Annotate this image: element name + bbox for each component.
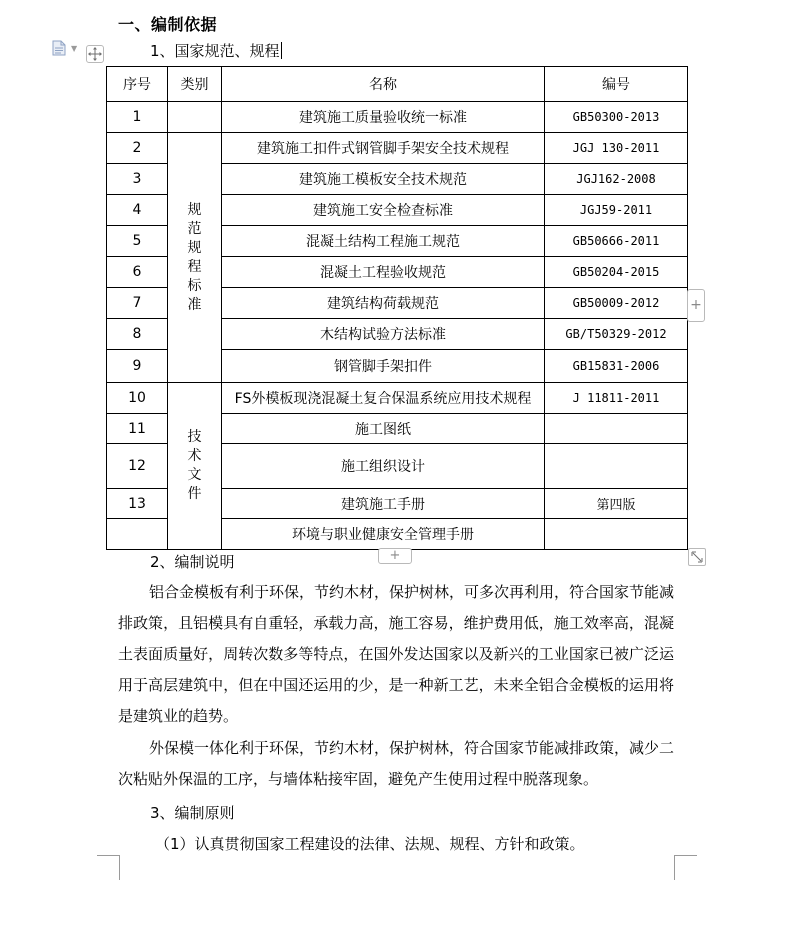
row-name: 钢管脚手架扣件 (222, 350, 545, 383)
header-code: 编号 (545, 67, 688, 102)
row-code: J 11811-2011 (545, 383, 688, 414)
row-name: 建筑施工扣件式钢管脚手架安全技术规程 (222, 133, 545, 164)
row-name: 环境与职业健康安全管理手册 (222, 519, 545, 550)
chevron-down-icon[interactable]: ▼ (71, 44, 78, 53)
row-no: 11 (107, 414, 168, 444)
row-code: GB15831-2006 (545, 350, 688, 383)
row-no: 5 (107, 226, 168, 257)
table-header-row (107, 67, 688, 102)
header-category: 类别 (168, 67, 222, 102)
row-no: 2 (107, 133, 168, 164)
row-code: GB50009-2012 (545, 288, 688, 319)
row-no: 6 (107, 257, 168, 288)
principle-item: （1）认真贯彻国家工程建设的法律、法规、规程、方针和政策。 (155, 835, 585, 853)
add-row-button[interactable]: + (378, 548, 412, 564)
row-code (545, 414, 688, 444)
standards-table[interactable] (106, 66, 688, 550)
row-code (545, 444, 688, 489)
category-docs: 技术文件 (168, 383, 222, 550)
move-handle-icon[interactable] (86, 45, 104, 63)
row-code: 第四版 (545, 489, 688, 519)
row-code: GB50666-2011 (545, 226, 688, 257)
header-no: 序号 (107, 67, 168, 102)
resize-icon[interactable] (688, 548, 706, 566)
row-category (168, 102, 222, 133)
row-no: 4 (107, 195, 168, 226)
row-code: GB50204-2015 (545, 257, 688, 288)
add-column-button[interactable]: + (687, 289, 705, 322)
row-name: 施工图纸 (222, 414, 545, 444)
row-name: 混凝土工程验收规范 (222, 257, 545, 288)
row-name: 木结构试验方法标准 (222, 319, 545, 350)
page-corner-right (674, 855, 697, 880)
row-code: GB/T50329-2012 (545, 319, 688, 350)
row-no: 1 (107, 102, 168, 133)
row-name: 建筑结构荷载规范 (222, 288, 545, 319)
table-row (107, 102, 688, 133)
section-heading: 一、编制依据 (118, 15, 218, 34)
row-name: 混凝土结构工程施工规范 (222, 226, 545, 257)
text-cursor (281, 42, 282, 59)
category-standards: 规范规程标准 (168, 133, 222, 383)
row-no: 9 (107, 350, 168, 383)
row-no: 8 (107, 319, 168, 350)
document-icon[interactable] (52, 40, 66, 56)
section2-heading: 2、编制说明 (150, 553, 235, 571)
page-corner-left (97, 855, 120, 880)
section3-heading: 3、编制原则 (150, 804, 235, 822)
row-name: 建筑施工模板安全技术规范 (222, 164, 545, 195)
table-row (107, 383, 688, 414)
header-name: 名称 (222, 67, 545, 102)
row-code: GB50300-2013 (545, 102, 688, 133)
row-no (107, 519, 168, 550)
row-name: 建筑施工手册 (222, 489, 545, 519)
row-no: 13 (107, 489, 168, 519)
row-code: JGJ 130-2011 (545, 133, 688, 164)
row-no: 7 (107, 288, 168, 319)
row-no: 12 (107, 444, 168, 489)
table-row (107, 133, 688, 164)
row-name: 施工组织设计 (222, 444, 545, 489)
row-code (545, 519, 688, 550)
row-no: 3 (107, 164, 168, 195)
row-name: FS外模板现浇混凝土复合保温系统应用技术规程 (222, 383, 545, 414)
row-name: 建筑施工安全检查标准 (222, 195, 545, 226)
row-no: 10 (107, 383, 168, 414)
row-name: 建筑施工质量验收统一标准 (222, 102, 545, 133)
row-code: JGJ59-2011 (545, 195, 688, 226)
subsection-heading[interactable]: 1、国家规范、规程 (150, 42, 280, 60)
row-code: JGJ162-2008 (545, 164, 688, 195)
paragraph-insulation-formwork: 外保模一体化利于环保，节约木材，保护树林，符合国家节能减排政策，减少二次粘贴外保温的工序，与墙体粘接牢固，避免产生使用过程中脱落现象。 (118, 739, 675, 788)
paragraph-aluminum-formwork: 铝合金模板有利于环保，节约木材，保护树林，可多次再利用，符合国家节能减排政策，且铝模具有自重轻，承载力高，施工容易，维护费用低，施工效率高，混凝土表面质量好，周转次数多等特点，在国外发达国家以及新兴的工业国家已被广泛运用于高层建筑中，但在中国还运用的少，是一种新工艺，未来全铝合金模板的运用将是建筑业的趋势。 (118, 583, 675, 725)
